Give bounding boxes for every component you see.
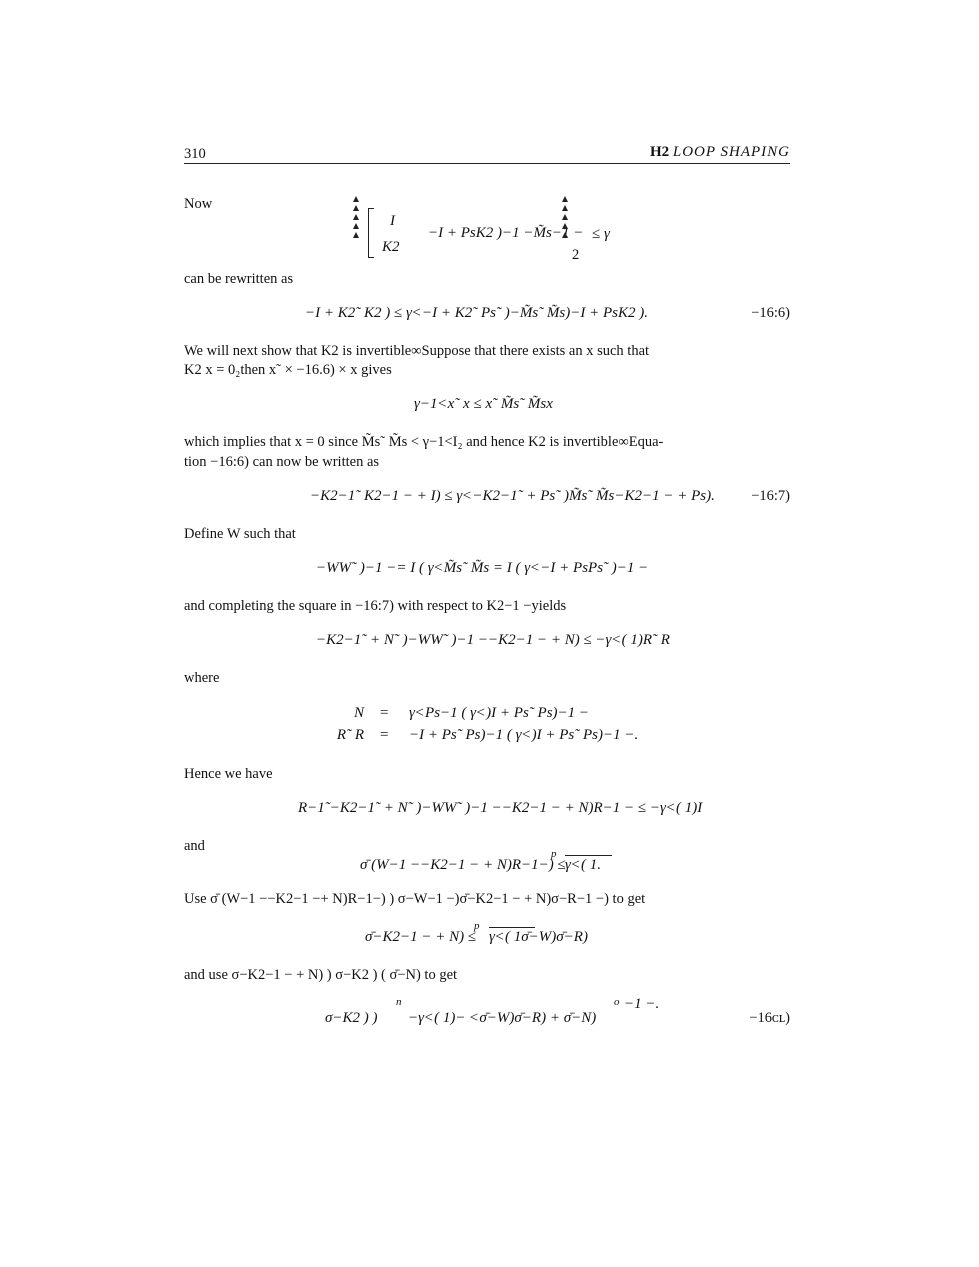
sqrt-index: p — [474, 920, 480, 932]
matrix-bottom: K2 — [382, 239, 400, 255]
running-title-bold: H2 — [649, 144, 670, 160]
para-implies-line1: which implies that x = 0 since M̃s˜ M̃s < γ−1˂I₂ and hence K2 is invertible∞Equa- — [184, 434, 664, 450]
equation-16-6: −I + K2˜ K2 ) ≤ γ˂−I + K2˜ Ps˜ )−M̃s˜ M̃s)−I + PsK2 ). — [305, 305, 649, 321]
equation-label-16-8: −16ᴄʟ) — [749, 1010, 790, 1026]
where-op: = — [380, 727, 389, 743]
norm-delimiter-mark — [353, 223, 359, 229]
equation-label-16-7: −16:7) — [751, 488, 790, 504]
equation-label-16-6: −16:6) — [751, 305, 790, 321]
eq-16-8-o: o — [614, 996, 620, 1008]
equation-square: −K2−1˜ + N˜ )−WW˜ )−1 −−K2−1 − + N) ≤ −γ˂( 1)R˜ R — [316, 632, 670, 648]
para-implies-line2: tion −16:6) can now be written as — [184, 454, 380, 470]
norm-delimiter-mark — [353, 205, 359, 211]
page-number: 310 — [184, 146, 206, 162]
norm-delimiter-mark — [562, 223, 568, 229]
where-lhs: R˜ R — [336, 727, 364, 743]
norm-delimiter-mark — [353, 214, 359, 220]
where-rhs: −I + Ps˜ Ps)−1 ( γ˂)I + Ps˜ Ps)−1 −. — [409, 727, 639, 743]
para-use-line2: and use σ−K2−1 − + N) ) σ−K2 ) ( σ̄−N) to get — [184, 967, 458, 983]
running-title-rest: LOOP SHAPING — [672, 144, 790, 160]
para-hence: Hence we have — [184, 766, 273, 782]
eq-16-8-n: n — [396, 996, 402, 1008]
where-op: = — [380, 705, 389, 721]
sqrt-radicand: γ˂( 1σ̄−W)σ̄−R) — [489, 929, 588, 945]
norm-delimiter-mark — [562, 196, 568, 202]
eq-16-8-body: σ−K2 ) ) — [325, 1010, 378, 1026]
where-rhs: γ˂Ps−1 ( γ˂)I + Ps˜ Ps)−1 − — [409, 705, 590, 721]
sqrt-bar — [565, 855, 612, 856]
norm-rhs: ≤ γ — [592, 226, 610, 242]
para-and: and — [184, 838, 205, 854]
sqrt-index: p — [551, 848, 557, 860]
norm-delimiter-mark — [353, 196, 359, 202]
para-define: Define W such that — [184, 526, 296, 542]
norm-delimiter-mark — [353, 232, 359, 238]
use-body: σ̄−K2−1 − + N) ≤ — [365, 929, 477, 945]
norm-body: −I + PsK2 )−1 −M̃s−1 − — [428, 225, 584, 241]
sqrt-radicand: γ˂( 1. — [565, 857, 602, 873]
norm-delimiter-mark — [562, 232, 568, 238]
norm-subscript: 2 — [572, 247, 580, 263]
sqrt-bar — [489, 927, 535, 928]
norm-delimiter-mark — [562, 205, 568, 211]
eq-16-8-mid: −γ˂( 1)− ˂σ̄−W)σ̄−R) + σ̄−N) — [408, 1010, 597, 1026]
eq-16-8-tail: −1 −. — [624, 996, 660, 1012]
para-completing: and completing the square in −16:7) with respect to K2−1 −yields — [184, 598, 567, 614]
para-now: Now — [184, 196, 213, 212]
equation-hence: R−1˜−K2−1˜ + N˜ )−WW˜ )−1 −−K2−1 − + N)R−1 − ≤ −γ˂( 1)I — [298, 800, 703, 816]
para-use-line1: Use σ̄ (W−1 −−K2−1 −+ N)R−1−) ) σ−W−1 −)σ̄−K2−1 − + N)σ−R−1 −) to get — [184, 891, 646, 907]
equation-gamma-x: γ−1˂x˜ x ≤ x˜ M̃s˜ M̃sx — [414, 396, 553, 412]
matrix-top: I — [390, 213, 395, 229]
equation-16-7: −K2−1˜ K2−1 − + I) ≤ γ˂−K2−1˜ + Ps˜ )M̃s˜ M̃s−K2−1 − + Ps). — [310, 488, 715, 504]
equation-define-w: −WW˜ )−1 −= I ( γ˂M̃s˜ M̃s = I ( γ˂−I + PsPs˜ )−1 − — [316, 560, 649, 576]
para-rewritten: can be rewritten as — [184, 271, 294, 287]
norm-delimiter-mark — [562, 214, 568, 220]
header-rule — [184, 163, 790, 164]
sigma-bar-body: σ̄ (W−1 −−K2−1 − + N)R−1−) ≤ — [360, 857, 566, 873]
para-invertible-line2: K2 x = 0₂then x˜ × −16.6) × x gives — [184, 362, 392, 378]
para-where: where — [184, 670, 220, 686]
matrix-bracket — [368, 208, 374, 258]
para-invertible-line1: We will next show that K2 is invertible∞Suppose that there exists an x such that — [184, 343, 650, 359]
where-lhs: N — [353, 705, 364, 721]
running-title — [650, 144, 790, 161]
